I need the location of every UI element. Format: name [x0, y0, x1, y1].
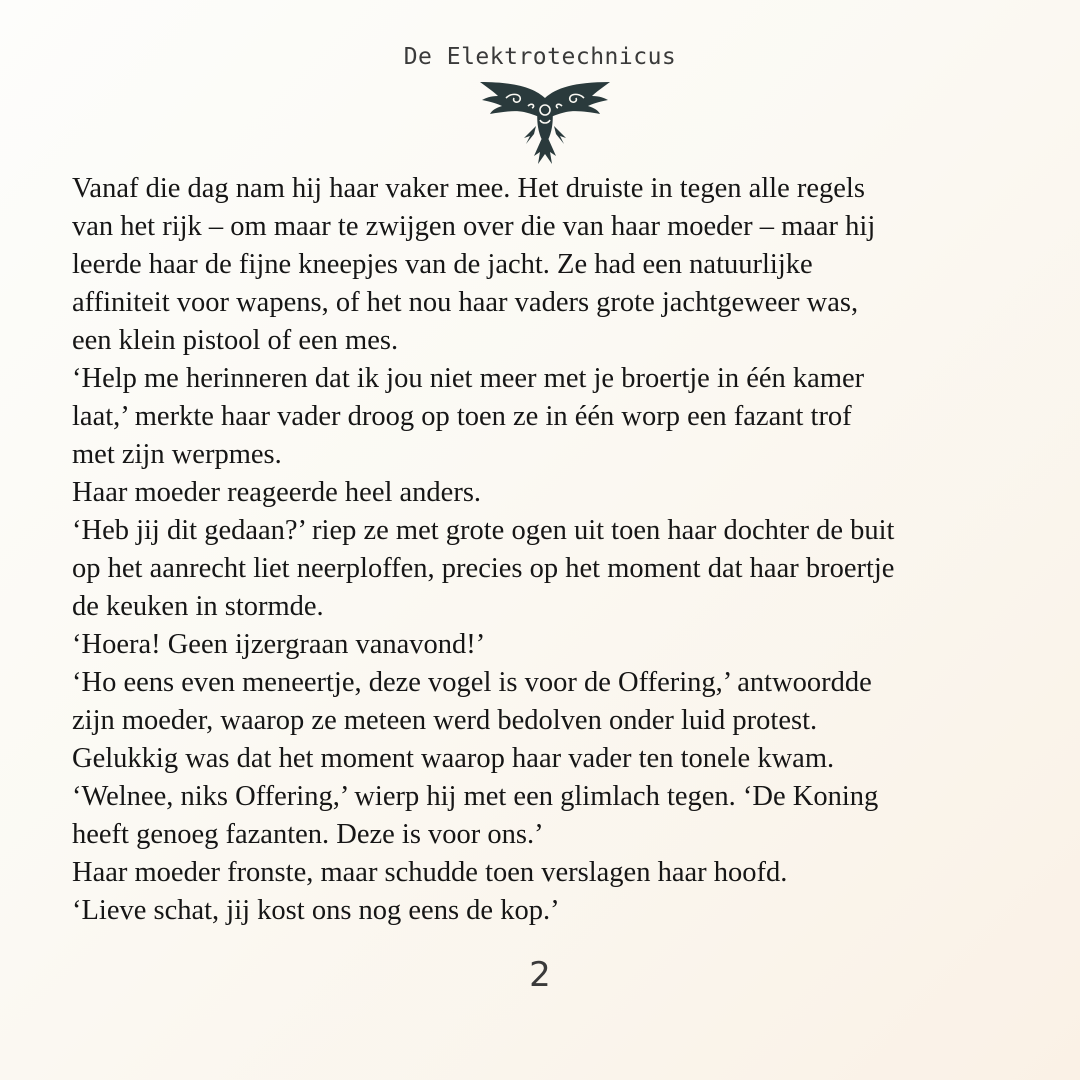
paragraph: ‘Heb jij dit gedaan?’ riep ze met grote ogen uit toen haar dochter de buit op het aanrecht liet neerploffen, precies op het moment dat haar broertje de keuken in stormde. — [72, 515, 895, 622]
bird-emblem-icon — [476, 76, 614, 168]
page-number: 2 — [529, 955, 551, 995]
paragraph: Haar moeder fronste, maar schudde toen verslagen haar hoofd. — [72, 857, 788, 888]
paragraph: Gelukkig was dat het moment waarop haar vader ten tonele kwam. — [72, 743, 835, 774]
book-title: De Elektrotechnicus — [403, 44, 677, 70]
paragraph: ‘Hoera! Geen ijzergraan vanavond!’ — [72, 629, 486, 660]
chapter-text — [72, 170, 1022, 930]
paragraph: ‘Ho eens even meneertje, deze vogel is voor de Offering,’ antwoordde zijn moeder, waarop ze meteen werd bedolven onder luid protest. — [72, 667, 872, 736]
paragraph: ‘Welnee, niks Offering,’ wierp hij met een glimlach tegen. ‘De Koning heeft genoeg fazanten. Deze is voor ons.’ — [72, 781, 879, 850]
paragraph: ‘Help me herinneren dat ik jou niet meer met je broertje in één kamer laat,’ merkte haar vader droog op toen ze in één worp een fazant trof met zijn werpmes. — [72, 363, 865, 470]
paragraph: ‘Lieve schat, jij kost ons nog eens de kop.’ — [72, 895, 560, 926]
paragraph: Vanaf die dag nam hij haar vaker mee. Het druiste in tegen alle regels van het rijk – om maar te zwijgen over die van haar moeder – maar hij leerde haar de fijne kneepjes van de jacht. Ze had een natuurlijke affiniteit voor wapens, of het nou haar vaders grote jachtgeweer was, een klein pistool of een mes. — [72, 173, 876, 356]
paragraph: Haar moeder reageerde heel anders. — [72, 477, 482, 508]
